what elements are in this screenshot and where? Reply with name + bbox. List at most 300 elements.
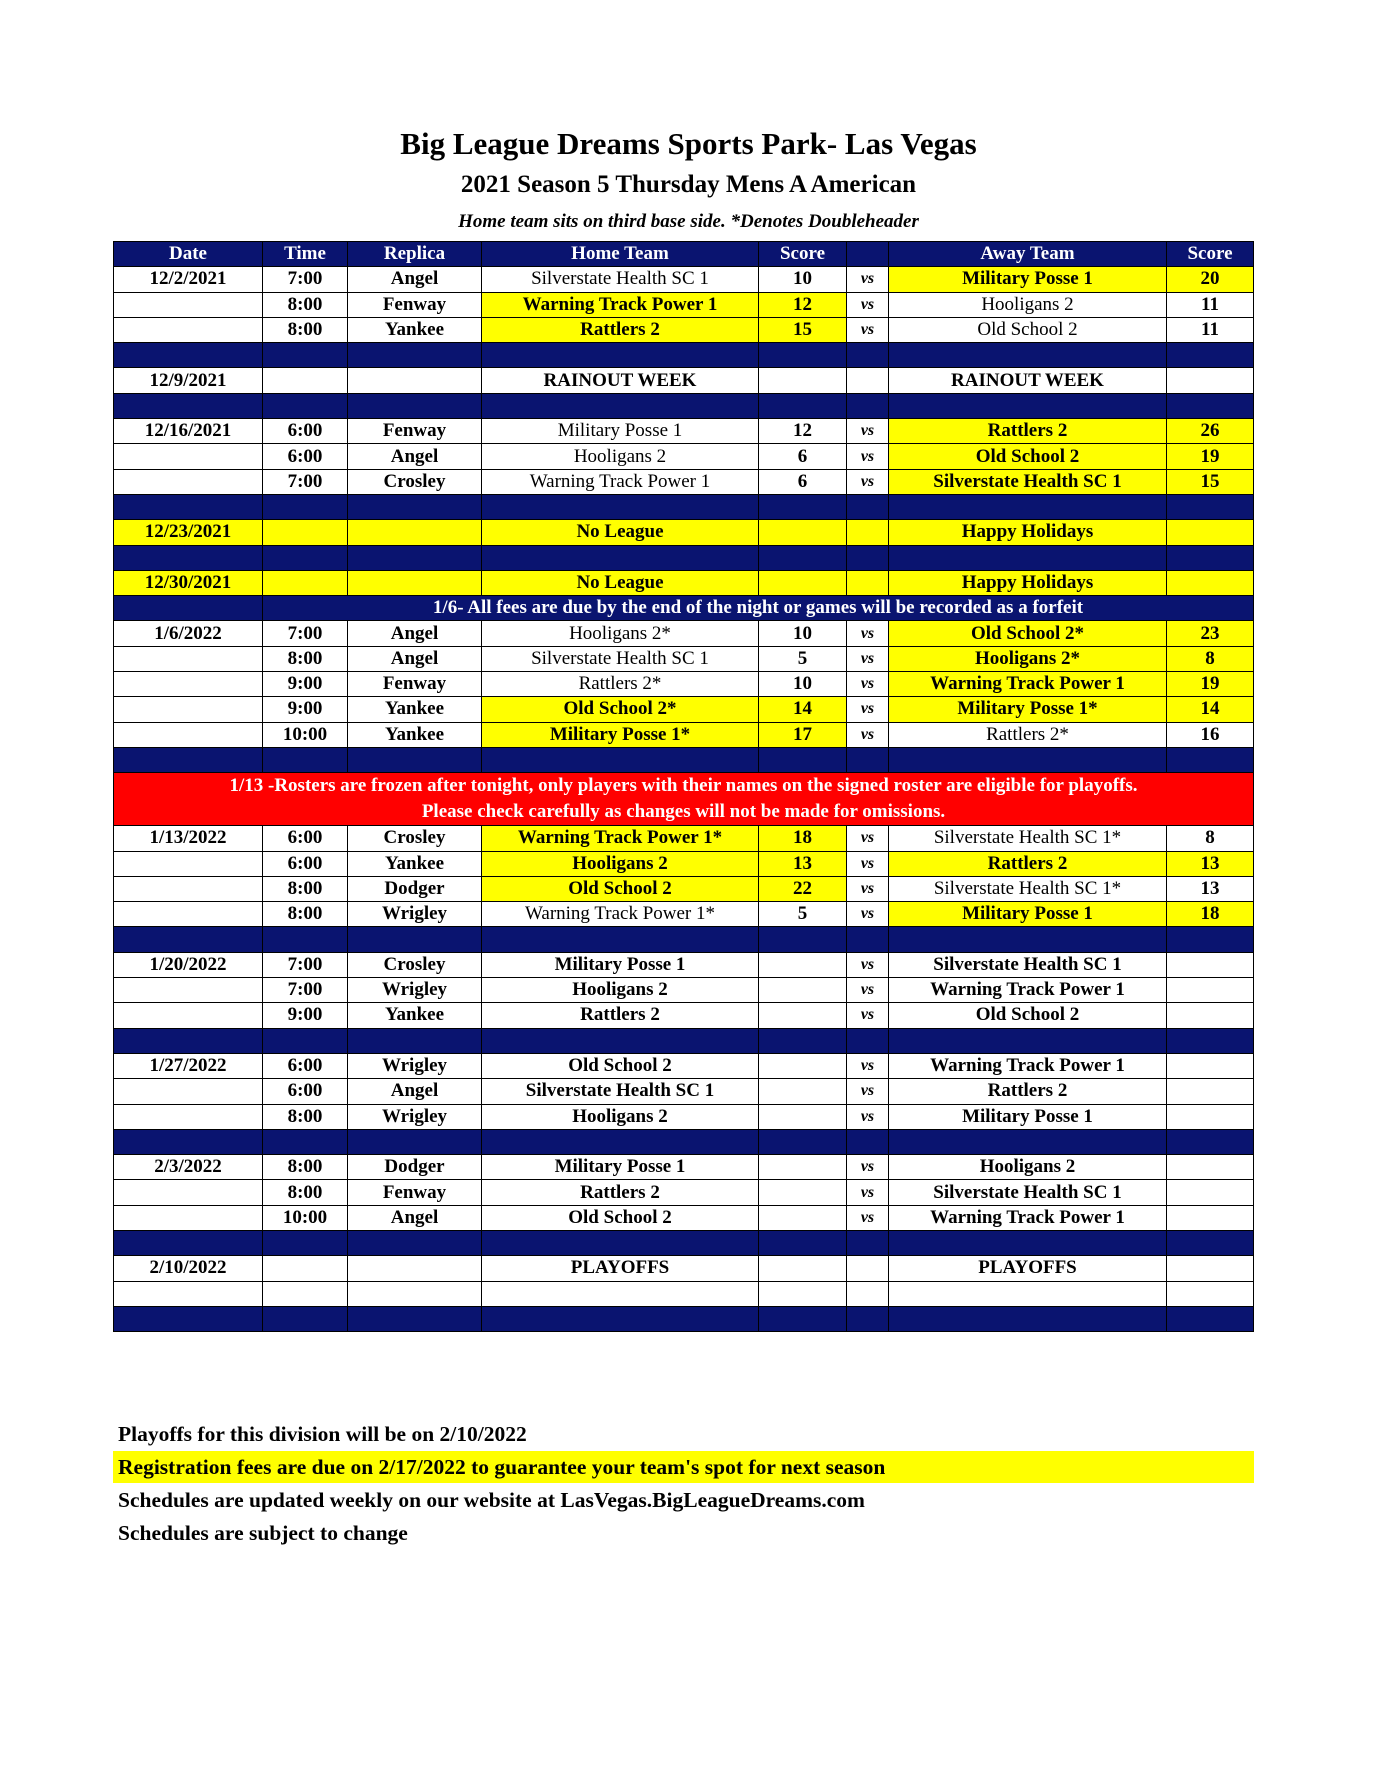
away-score-cell: 26 [1167, 419, 1254, 444]
col-replica-header: Replica [348, 242, 482, 267]
separator-cell [482, 343, 759, 368]
home-score-cell [759, 978, 847, 1003]
away-score-cell [1167, 978, 1254, 1003]
separator-cell [263, 747, 348, 772]
home-team-cell: Military Posse 1 [482, 1155, 759, 1180]
away-team-cell: Happy Holidays [889, 570, 1167, 595]
vs-cell: vs [847, 1053, 889, 1078]
separator-cell [263, 1230, 348, 1255]
home-team-cell: Hooligans 2* [482, 621, 759, 646]
time-cell: 8:00 [263, 1180, 348, 1205]
col-away-team-header: Away Team [889, 242, 1167, 267]
date-cell: 1/27/2022 [114, 1053, 263, 1078]
separator-cell [348, 545, 482, 570]
home-score-cell [759, 1104, 847, 1129]
home-score-cell [759, 1003, 847, 1028]
separator-cell [889, 1028, 1167, 1053]
away-team-cell: Silverstate Health SC 1 [889, 469, 1167, 494]
separator-cell [263, 494, 348, 519]
away-team-cell: Military Posse 1 [889, 1104, 1167, 1129]
vs-cell: vs [847, 1079, 889, 1104]
time-cell: 8:00 [263, 902, 348, 927]
separator-cell [889, 545, 1167, 570]
away-team-cell: Old School 2* [889, 621, 1167, 646]
away-score-cell [1167, 1155, 1254, 1180]
game-row [114, 1079, 1254, 1104]
separator-cell [263, 1129, 348, 1154]
vs-cell: vs [847, 267, 889, 292]
date-cell [114, 1003, 263, 1028]
home-team-cell: PLAYOFFS [482, 1256, 759, 1281]
time-cell: 8:00 [263, 1155, 348, 1180]
home-score-cell [759, 1079, 847, 1104]
separator-cell [263, 1306, 348, 1331]
home-score-cell: 17 [759, 722, 847, 747]
replica-cell: Crosley [348, 469, 482, 494]
game-row [114, 267, 1254, 292]
game-row [114, 978, 1254, 1003]
replica-cell [348, 520, 482, 545]
change-note: Schedules are subject to change [118, 1521, 408, 1545]
roster-alert-row [114, 773, 1254, 826]
table-header-row [114, 242, 1254, 267]
fee-notice-row [114, 596, 1254, 621]
home-score-cell [759, 1180, 847, 1205]
separator-row [114, 494, 1254, 519]
website-note: Schedules are updated weekly on our website at LasVegas.BigLeagueDreams.com [118, 1488, 865, 1512]
vs-cell: vs [847, 826, 889, 851]
date-cell [114, 851, 263, 876]
separator-cell [889, 747, 1167, 772]
separator-cell [889, 1230, 1167, 1255]
time-cell: 8:00 [263, 1104, 348, 1129]
date-cell [114, 697, 263, 722]
away-team-cell: Old School 2 [889, 317, 1167, 342]
separator-cell [114, 927, 263, 952]
separator-row [114, 545, 1254, 570]
home-score-cell: 10 [759, 621, 847, 646]
page-title: Big League Dreams Sports Park- Las Vegas [400, 126, 977, 161]
replica-cell [348, 1281, 482, 1306]
vs-cell: vs [847, 1155, 889, 1180]
game-row [114, 902, 1254, 927]
away-score-cell [1167, 1180, 1254, 1205]
home-score-cell: 12 [759, 419, 847, 444]
time-cell: 9:00 [263, 697, 348, 722]
separator-cell [348, 343, 482, 368]
fee-notice-text: 1/6- All fees are due by the end of the night or games will be recorded as a forfeit [263, 596, 1254, 621]
separator-cell [263, 343, 348, 368]
home-team-cell: Old School 2 [482, 1053, 759, 1078]
away-score-cell: 19 [1167, 444, 1254, 469]
separator-row [114, 1306, 1254, 1331]
date-cell [114, 876, 263, 901]
time-cell: 10:00 [263, 1205, 348, 1230]
vs-cell: vs [847, 646, 889, 671]
separator-cell [482, 1306, 759, 1331]
date-cell [114, 469, 263, 494]
vs-cell: vs [847, 469, 889, 494]
home-team-cell: Military Posse 1 [482, 419, 759, 444]
separator-cell [114, 1230, 263, 1255]
home-score-cell: 6 [759, 469, 847, 494]
replica-cell: Fenway [348, 292, 482, 317]
away-team-cell: Silverstate Health SC 1* [889, 876, 1167, 901]
vs-cell: vs [847, 1180, 889, 1205]
away-team-cell: Hooligans 2* [889, 646, 1167, 671]
separator-cell [847, 927, 889, 952]
replica-cell: Yankee [348, 851, 482, 876]
separator-cell [889, 1306, 1167, 1331]
date-cell: 1/13/2022 [114, 826, 263, 851]
holiday-row [114, 520, 1254, 545]
separator-cell [847, 343, 889, 368]
away-team-cell: Silverstate Health SC 1* [889, 826, 1167, 851]
away-team-cell: Warning Track Power 1 [889, 1053, 1167, 1078]
schedule-rows [114, 267, 1254, 1332]
away-score-cell: 8 [1167, 826, 1254, 851]
separator-cell [847, 393, 889, 418]
time-cell: 10:00 [263, 722, 348, 747]
time-cell: 9:00 [263, 1003, 348, 1028]
separator-cell [1167, 393, 1254, 418]
time-cell: 8:00 [263, 876, 348, 901]
time-cell: 6:00 [263, 826, 348, 851]
home-team-cell: Old School 2 [482, 876, 759, 901]
home-team-cell: Old School 2 [482, 1205, 759, 1230]
separator-cell [482, 1028, 759, 1053]
separator-cell [348, 1028, 482, 1053]
date-cell [114, 646, 263, 671]
time-cell: 8:00 [263, 292, 348, 317]
game-row [114, 292, 1254, 317]
game-row [114, 1003, 1254, 1028]
replica-cell: Fenway [348, 672, 482, 697]
away-score-cell [1167, 1281, 1254, 1306]
date-cell [114, 722, 263, 747]
away-team-cell: Hooligans 2 [889, 1155, 1167, 1180]
separator-cell [847, 1230, 889, 1255]
game-row [114, 1155, 1254, 1180]
replica-cell: Angel [348, 621, 482, 646]
vs-cell: vs [847, 978, 889, 1003]
game-row [114, 419, 1254, 444]
separator-cell [1167, 343, 1254, 368]
col-vs-header [847, 242, 889, 267]
separator-cell [482, 1129, 759, 1154]
replica-cell: Yankee [348, 1003, 482, 1028]
separator-cell [263, 393, 348, 418]
home-score-cell [759, 1281, 847, 1306]
away-team-cell: Warning Track Power 1 [889, 672, 1167, 697]
away-score-cell: 13 [1167, 851, 1254, 876]
time-cell: 8:00 [263, 317, 348, 342]
time-cell: 6:00 [263, 444, 348, 469]
separator-cell [348, 494, 482, 519]
replica-cell: Yankee [348, 697, 482, 722]
home-team-cell: Silverstate Health SC 1 [482, 1079, 759, 1104]
away-team-cell: Silverstate Health SC 1 [889, 952, 1167, 977]
game-row [114, 851, 1254, 876]
home-score-cell: 5 [759, 646, 847, 671]
date-cell [114, 444, 263, 469]
replica-cell: Fenway [348, 419, 482, 444]
home-team-cell: Rattlers 2* [482, 672, 759, 697]
replica-cell: Wrigley [348, 1053, 482, 1078]
game-row [114, 826, 1254, 851]
separator-cell [847, 494, 889, 519]
separator-cell [114, 1028, 263, 1053]
home-score-cell: 13 [759, 851, 847, 876]
vs-cell: vs [847, 292, 889, 317]
separator-cell [263, 927, 348, 952]
time-cell: 9:00 [263, 672, 348, 697]
time-cell: 6:00 [263, 1079, 348, 1104]
replica-cell: Angel [348, 444, 482, 469]
time-cell [263, 1281, 348, 1306]
separator-cell [1167, 1230, 1254, 1255]
replica-cell: Angel [348, 1205, 482, 1230]
separator-cell [889, 494, 1167, 519]
home-team-cell: Warning Track Power 1 [482, 469, 759, 494]
away-score-cell [1167, 1079, 1254, 1104]
home-team-cell: Old School 2* [482, 697, 759, 722]
separator-cell [759, 1230, 847, 1255]
separator-cell [114, 393, 263, 418]
vs-cell: vs [847, 952, 889, 977]
time-cell: 7:00 [263, 267, 348, 292]
separator-cell [1167, 1306, 1254, 1331]
home-score-cell [759, 952, 847, 977]
home-team-cell: Hooligans 2 [482, 1104, 759, 1129]
away-score-cell [1167, 1053, 1254, 1078]
away-team-cell: Hooligans 2 [889, 292, 1167, 317]
replica-cell: Angel [348, 267, 482, 292]
date-cell: 2/3/2022 [114, 1155, 263, 1180]
game-row [114, 444, 1254, 469]
away-team-cell: Old School 2 [889, 444, 1167, 469]
away-score-cell [1167, 368, 1254, 393]
away-score-cell [1167, 1256, 1254, 1281]
away-team-cell: RAINOUT WEEK [889, 368, 1167, 393]
separator-cell [759, 343, 847, 368]
separator-cell [482, 494, 759, 519]
separator-cell [482, 927, 759, 952]
home-team-cell: No League [482, 570, 759, 595]
time-cell: 7:00 [263, 621, 348, 646]
replica-cell: Wrigley [348, 978, 482, 1003]
time-cell: 6:00 [263, 1053, 348, 1078]
separator-cell [1167, 1028, 1254, 1053]
home-team-cell: Military Posse 1 [482, 952, 759, 977]
date-cell: 1/6/2022 [114, 621, 263, 646]
game-row [114, 697, 1254, 722]
separator-cell [759, 545, 847, 570]
doubleheader-note: Home team sits on third base side. *Denotes Doubleheader [458, 211, 919, 232]
separator-cell [482, 545, 759, 570]
separator-cell [759, 1306, 847, 1331]
home-score-cell: 5 [759, 902, 847, 927]
separator-cell [348, 393, 482, 418]
separator-cell [348, 927, 482, 952]
separator-row [114, 393, 1254, 418]
away-score-cell: 18 [1167, 902, 1254, 927]
vs-cell [847, 570, 889, 595]
home-team-cell: Hooligans 2 [482, 851, 759, 876]
roster-alert-line: Please check carefully as changes will not be made for omissions. [421, 801, 946, 823]
vs-cell [847, 1281, 889, 1306]
separator-cell [263, 545, 348, 570]
separator-cell [348, 1129, 482, 1154]
separator-cell [348, 747, 482, 772]
separator-cell [1167, 1129, 1254, 1154]
separator-cell [847, 545, 889, 570]
away-score-cell: 8 [1167, 646, 1254, 671]
home-score-cell: 18 [759, 826, 847, 851]
time-cell [263, 520, 348, 545]
away-score-cell: 19 [1167, 672, 1254, 697]
date-cell [114, 1281, 263, 1306]
away-score-cell: 16 [1167, 722, 1254, 747]
separator-cell [889, 393, 1167, 418]
replica-cell [348, 368, 482, 393]
away-score-cell [1167, 952, 1254, 977]
vs-cell: vs [847, 902, 889, 927]
game-row [114, 952, 1254, 977]
time-cell: 6:00 [263, 419, 348, 444]
home-team-cell: Silverstate Health SC 1 [482, 646, 759, 671]
game-row [114, 469, 1254, 494]
separator-cell [847, 1306, 889, 1331]
home-team-cell: Warning Track Power 1* [482, 902, 759, 927]
home-team-cell: Warning Track Power 1 [482, 292, 759, 317]
game-row [114, 876, 1254, 901]
home-team-cell: Rattlers 2 [482, 1003, 759, 1028]
home-team-cell: Hooligans 2 [482, 978, 759, 1003]
vs-cell: vs [847, 1205, 889, 1230]
home-score-cell: 10 [759, 672, 847, 697]
away-score-cell: 23 [1167, 621, 1254, 646]
home-score-cell [759, 1155, 847, 1180]
home-score-cell [759, 368, 847, 393]
separator-row [114, 747, 1254, 772]
vs-cell: vs [847, 621, 889, 646]
date-cell [114, 672, 263, 697]
separator-cell [114, 747, 263, 772]
col-date-header: Date [114, 242, 263, 267]
home-score-cell: 22 [759, 876, 847, 901]
away-score-cell: 14 [1167, 697, 1254, 722]
game-row [114, 1053, 1254, 1078]
away-score-cell: 11 [1167, 292, 1254, 317]
time-cell [263, 368, 348, 393]
away-team-cell: Silverstate Health SC 1 [889, 1180, 1167, 1205]
vs-cell: vs [847, 1003, 889, 1028]
separator-row [114, 927, 1254, 952]
col-time-header: Time [263, 242, 348, 267]
date-cell: 12/30/2021 [114, 570, 263, 595]
separator-row [114, 343, 1254, 368]
time-cell: 7:00 [263, 469, 348, 494]
separator-cell [759, 747, 847, 772]
home-team-cell: Rattlers 2 [482, 1180, 759, 1205]
home-score-cell [759, 1053, 847, 1078]
registration-note: Registration fees are due on 2/17/2022 to guarantee your team's spot for next season [113, 1451, 1254, 1483]
away-score-cell [1167, 1205, 1254, 1230]
separator-cell [847, 1028, 889, 1053]
separator-row [114, 1129, 1254, 1154]
date-cell [114, 292, 263, 317]
separator-row [114, 1028, 1254, 1053]
away-team-cell: Warning Track Power 1 [889, 1205, 1167, 1230]
separator-cell [1167, 927, 1254, 952]
away-score-cell [1167, 1104, 1254, 1129]
home-team-cell [482, 1281, 759, 1306]
away-team-cell [889, 1281, 1167, 1306]
replica-cell: Crosley [348, 826, 482, 851]
time-cell [263, 1256, 348, 1281]
vs-cell: vs [847, 1104, 889, 1129]
home-score-cell: 6 [759, 444, 847, 469]
vs-cell: vs [847, 317, 889, 342]
away-team-cell: Military Posse 1* [889, 697, 1167, 722]
replica-cell [348, 570, 482, 595]
separator-cell [263, 1028, 348, 1053]
vs-cell: vs [847, 851, 889, 876]
home-team-cell: No League [482, 520, 759, 545]
home-team-cell: Military Posse 1* [482, 722, 759, 747]
home-score-cell [759, 570, 847, 595]
vs-cell: vs [847, 697, 889, 722]
time-cell: 7:00 [263, 978, 348, 1003]
away-score-cell [1167, 520, 1254, 545]
roster-alert-line: 1/13 -Rosters are frozen after tonight, only players with their names on the signed roster are eligible for playoffs. [229, 775, 1138, 797]
replica-cell: Angel [348, 1079, 482, 1104]
separator-cell [889, 1129, 1167, 1154]
away-score-cell [1167, 1003, 1254, 1028]
home-team-cell: Hooligans 2 [482, 444, 759, 469]
separator-cell [847, 1129, 889, 1154]
separator-cell [759, 1129, 847, 1154]
separator-cell [482, 1230, 759, 1255]
separator-cell [114, 1129, 263, 1154]
separator-cell [759, 927, 847, 952]
away-score-cell: 20 [1167, 267, 1254, 292]
time-cell: 6:00 [263, 851, 348, 876]
date-cell: 12/23/2021 [114, 520, 263, 545]
separator-cell [348, 1306, 482, 1331]
schedule-table [113, 241, 1254, 1332]
replica-cell: Dodger [348, 1155, 482, 1180]
date-cell [114, 1079, 263, 1104]
game-row [114, 1205, 1254, 1230]
separator-cell [889, 927, 1167, 952]
game-row [114, 1256, 1254, 1281]
away-score-cell: 15 [1167, 469, 1254, 494]
date-cell: 2/10/2022 [114, 1256, 263, 1281]
vs-cell: vs [847, 876, 889, 901]
home-score-cell: 15 [759, 317, 847, 342]
vs-cell: vs [847, 722, 889, 747]
separator-cell [1167, 494, 1254, 519]
away-team-cell: PLAYOFFS [889, 1256, 1167, 1281]
home-team-cell: RAINOUT WEEK [482, 368, 759, 393]
game-row [114, 621, 1254, 646]
separator-cell [1167, 545, 1254, 570]
away-score-cell [1167, 570, 1254, 595]
separator-row [114, 1230, 1254, 1255]
date-cell: 12/16/2021 [114, 419, 263, 444]
